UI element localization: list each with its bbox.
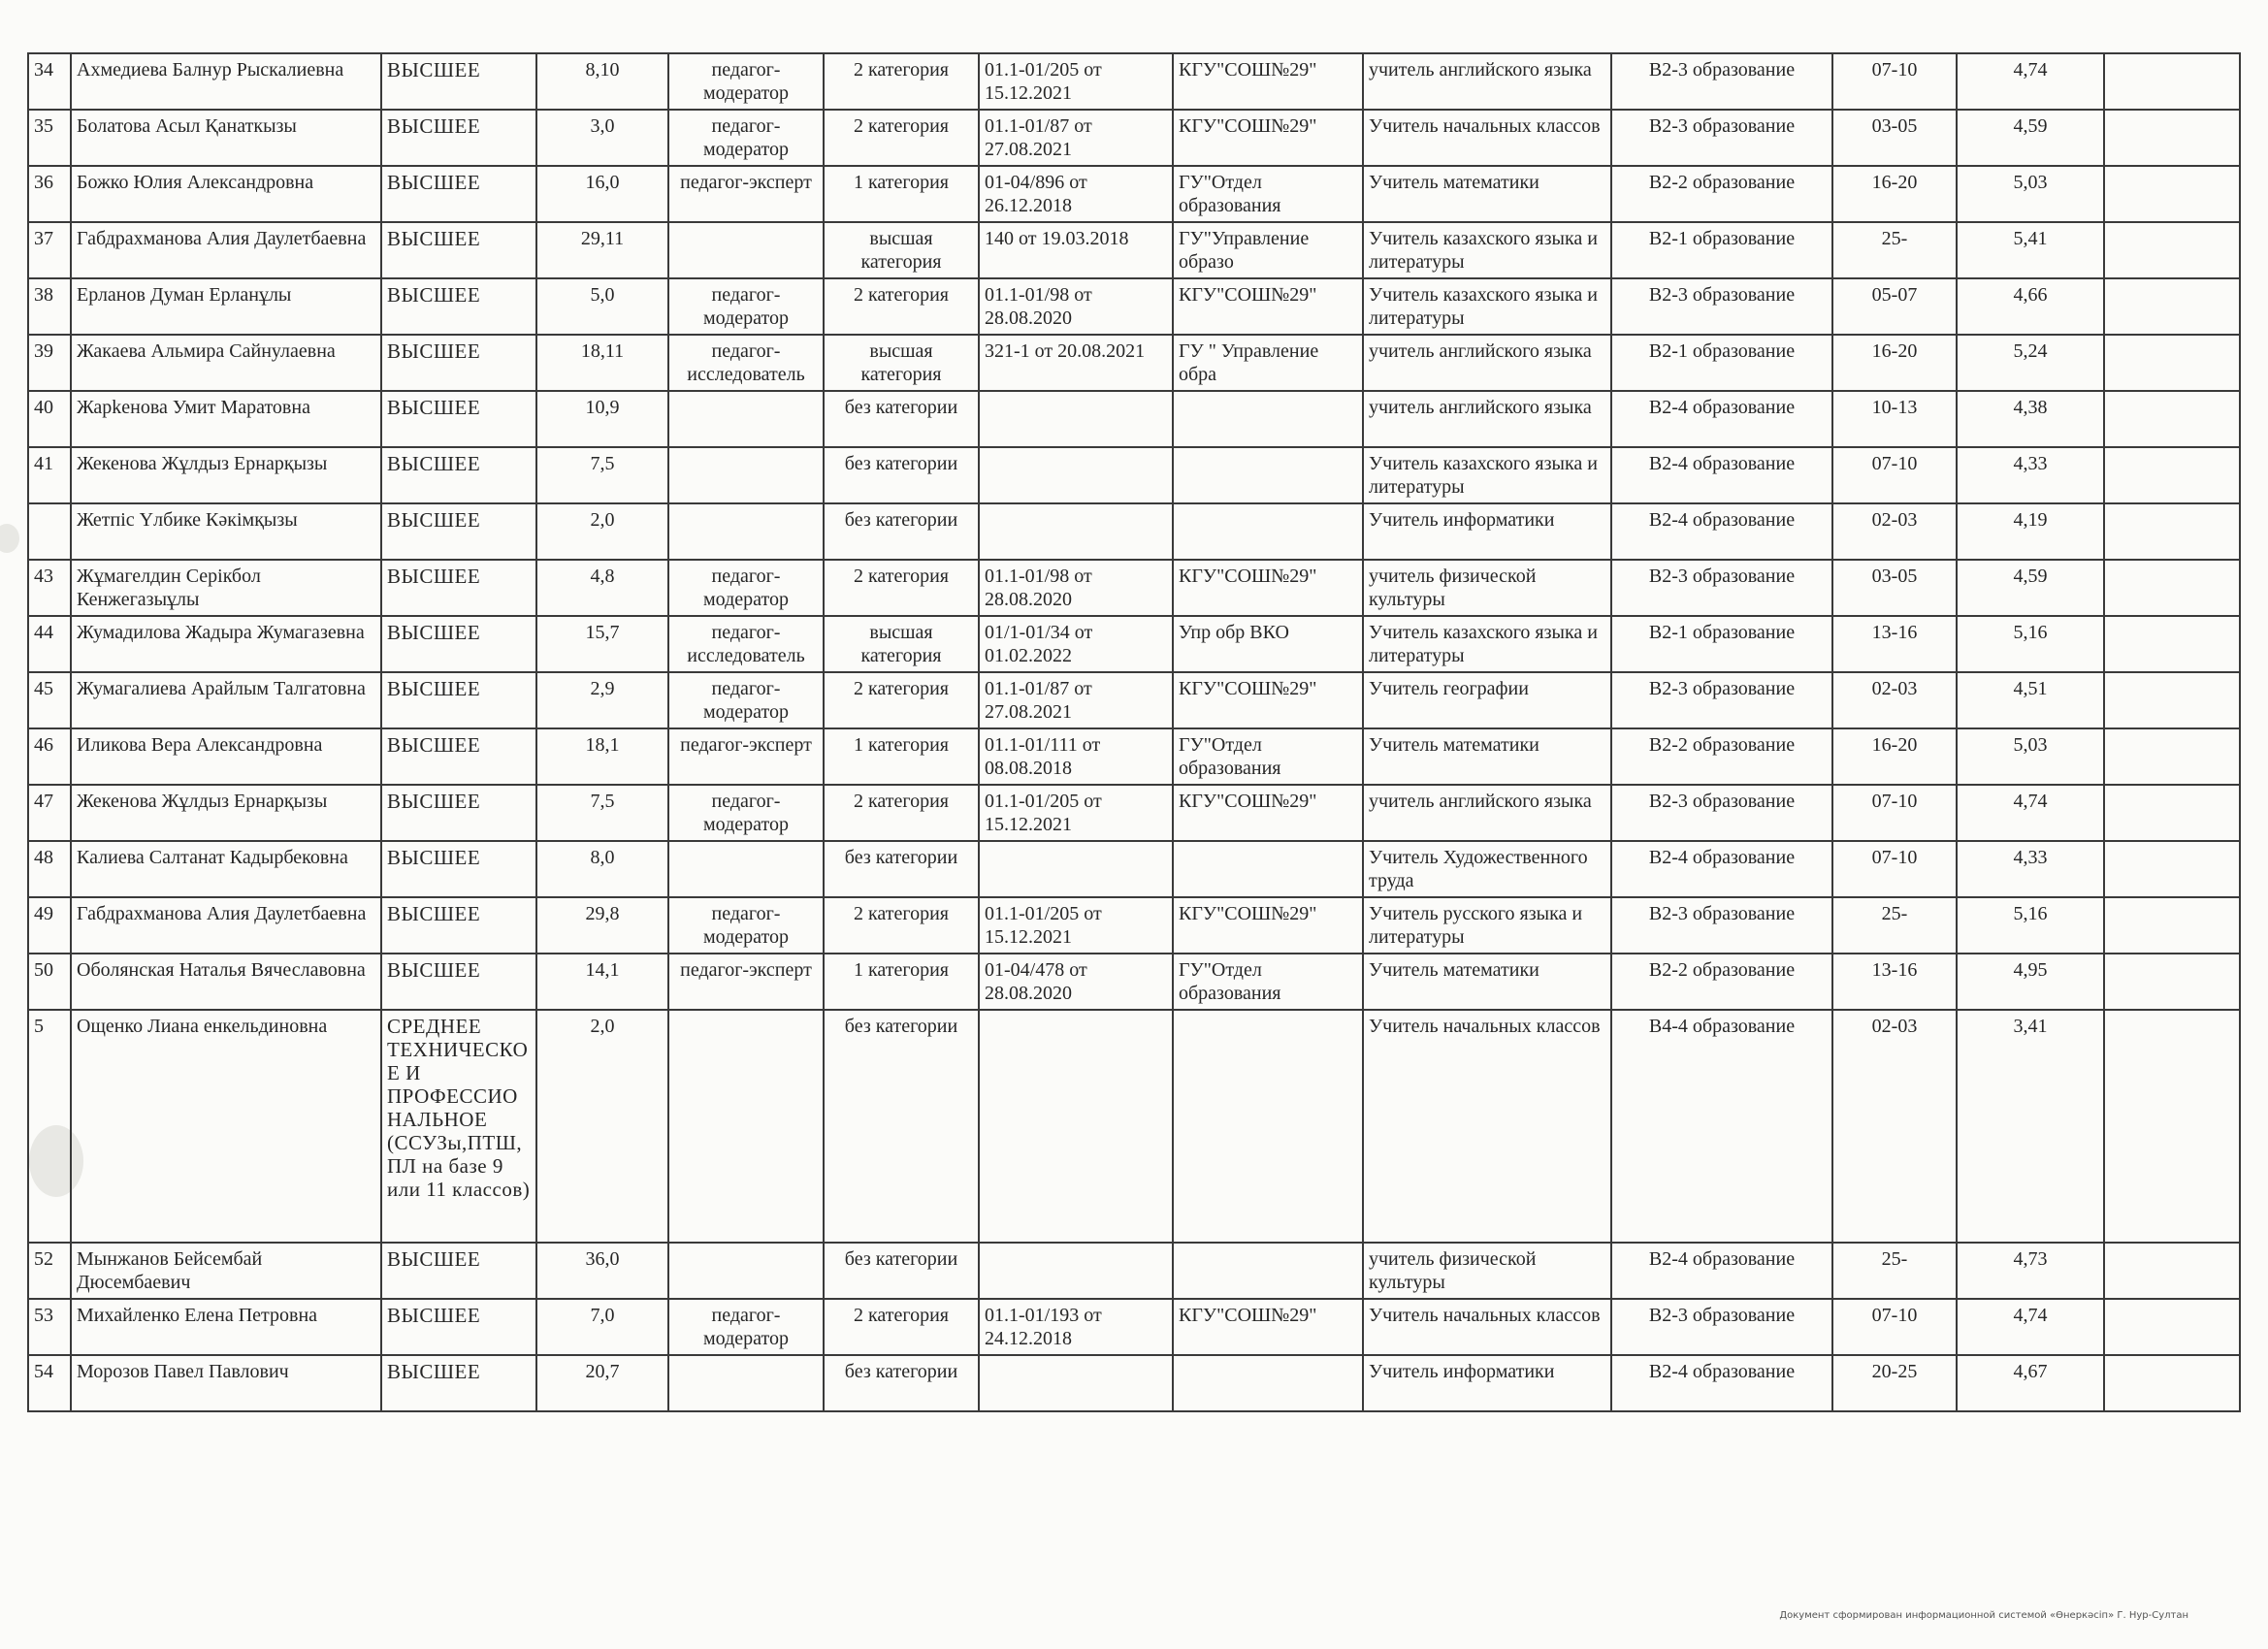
position: Учитель начальных классов bbox=[1363, 1010, 1611, 1243]
teacher-name: Мынжанов Бейсембай Дюсембаевич bbox=[71, 1243, 381, 1299]
issuing-organization: ГУ " Управление обра bbox=[1173, 335, 1363, 391]
work-experience: 8,0 bbox=[536, 841, 668, 897]
coefficient: 4,38 bbox=[1957, 391, 2104, 447]
order-reference bbox=[979, 1355, 1173, 1411]
work-experience: 7,5 bbox=[536, 785, 668, 841]
issuing-organization: ГУ"Отдел образования bbox=[1173, 954, 1363, 1010]
teacher-name: Габдрахманова Алия Даулетбаевна bbox=[71, 222, 381, 278]
education-level: ВЫСШЕЕ bbox=[381, 616, 536, 672]
education-level: ВЫСШЕЕ bbox=[381, 954, 536, 1010]
pedagog-level: педагог-модератор bbox=[668, 278, 824, 335]
work-experience: 7,0 bbox=[536, 1299, 668, 1355]
teacher-name: Жекенова Жұлдыз Ернарқызы bbox=[71, 447, 381, 503]
order-reference: 01-04/896 от 26.12.2018 bbox=[979, 166, 1173, 222]
salary-grade: В2-2 образование bbox=[1611, 166, 1832, 222]
experience-range: 02-03 bbox=[1832, 672, 1957, 728]
order-reference: 01.1-01/98 от 28.08.2020 bbox=[979, 278, 1173, 335]
table-row bbox=[28, 391, 2240, 447]
coefficient: 4,33 bbox=[1957, 447, 2104, 503]
qualification-category: без категории bbox=[824, 1243, 979, 1299]
table-row bbox=[28, 222, 2240, 278]
row-number: 52 bbox=[28, 1243, 71, 1299]
salary-grade: В2-4 образование bbox=[1611, 1243, 1832, 1299]
experience-range: 13-16 bbox=[1832, 616, 1957, 672]
order-reference bbox=[979, 447, 1173, 503]
experience-range: 25- bbox=[1832, 897, 1957, 954]
row-number: 38 bbox=[28, 278, 71, 335]
qualification-category: 2 категория bbox=[824, 278, 979, 335]
teacher-name: Ерланов Думан Ерланұлы bbox=[71, 278, 381, 335]
education-level: ВЫСШЕЕ bbox=[381, 785, 536, 841]
teacher-name: Морозов Павел Павлович bbox=[71, 1355, 381, 1411]
experience-range: 13-16 bbox=[1832, 954, 1957, 1010]
coefficient: 4,66 bbox=[1957, 278, 2104, 335]
pedagog-level: педагог-модератор bbox=[668, 53, 824, 110]
salary-grade: В2-3 образование bbox=[1611, 672, 1832, 728]
pedagog-level: педагог-исследователь bbox=[668, 335, 824, 391]
education-level: ВЫСШЕЕ bbox=[381, 672, 536, 728]
experience-range: 16-20 bbox=[1832, 166, 1957, 222]
table-row bbox=[28, 166, 2240, 222]
order-reference: 01-04/478 от 28.08.2020 bbox=[979, 954, 1173, 1010]
teacher-name: Жетпіс Үлбике Кәкімқызы bbox=[71, 503, 381, 560]
experience-range: 02-03 bbox=[1832, 503, 1957, 560]
experience-range: 16-20 bbox=[1832, 335, 1957, 391]
qualification-category: 1 категория bbox=[824, 166, 979, 222]
issuing-organization: ГУ"Управление образо bbox=[1173, 222, 1363, 278]
footer-note: Документ сформирован информационной системой «Өнеркәсіп» Г. Нур-Султан bbox=[1779, 1610, 2188, 1621]
pedagog-level: педагог-модератор bbox=[668, 110, 824, 166]
position: Учитель математики bbox=[1363, 166, 1611, 222]
teacher-name: Жарkенова Умит Маратовна bbox=[71, 391, 381, 447]
work-experience: 18,11 bbox=[536, 335, 668, 391]
teacher-name: Габдрахманова Алия Даулетбаевна bbox=[71, 897, 381, 954]
position: Учитель казахского языка и литературы bbox=[1363, 222, 1611, 278]
qualification-category: высшая категория bbox=[824, 222, 979, 278]
experience-range: 10-13 bbox=[1832, 391, 1957, 447]
salary-grade: В2-4 образование bbox=[1611, 391, 1832, 447]
empty-cell bbox=[2104, 1243, 2240, 1299]
teacher-name: Болатова Асыл Қанаткызы bbox=[71, 110, 381, 166]
salary-grade: В2-1 образование bbox=[1611, 222, 1832, 278]
education-level: ВЫСШЕЕ bbox=[381, 166, 536, 222]
position: Учитель математики bbox=[1363, 954, 1611, 1010]
work-experience: 36,0 bbox=[536, 1243, 668, 1299]
position: Учитель Художественного труда bbox=[1363, 841, 1611, 897]
order-reference bbox=[979, 1243, 1173, 1299]
issuing-organization: КГУ"СОШ№29" bbox=[1173, 785, 1363, 841]
empty-cell bbox=[2104, 785, 2240, 841]
teacher-name: Жакаева Альмира Сайнулаевна bbox=[71, 335, 381, 391]
position: учитель английского языка bbox=[1363, 785, 1611, 841]
row-number: 49 bbox=[28, 897, 71, 954]
table-row bbox=[28, 897, 2240, 954]
order-reference: 01.1-01/205 от 15.12.2021 bbox=[979, 785, 1173, 841]
order-reference bbox=[979, 1010, 1173, 1243]
position: учитель английского языка bbox=[1363, 391, 1611, 447]
teacher-name: Калиева Салтанат Кадырбековна bbox=[71, 841, 381, 897]
order-reference: 01.1-01/193 от 24.12.2018 bbox=[979, 1299, 1173, 1355]
education-level: ВЫСШЕЕ bbox=[381, 1355, 536, 1411]
experience-range: 07-10 bbox=[1832, 785, 1957, 841]
qualification-category: 2 категория bbox=[824, 1299, 979, 1355]
teacher-name: Божко Юлия Александровна bbox=[71, 166, 381, 222]
work-experience: 2,0 bbox=[536, 503, 668, 560]
table-row bbox=[28, 110, 2240, 166]
position: Учитель географии bbox=[1363, 672, 1611, 728]
position: Учитель казахского языка и литературы bbox=[1363, 447, 1611, 503]
coefficient: 4,33 bbox=[1957, 841, 2104, 897]
salary-grade: В2-3 образование bbox=[1611, 560, 1832, 616]
position: учитель физической культуры bbox=[1363, 560, 1611, 616]
coefficient: 5,03 bbox=[1957, 728, 2104, 785]
qualification-category: 2 категория bbox=[824, 560, 979, 616]
row-number: 36 bbox=[28, 166, 71, 222]
work-experience: 29,8 bbox=[536, 897, 668, 954]
experience-range: 02-03 bbox=[1832, 1010, 1957, 1243]
table-row bbox=[28, 954, 2240, 1010]
issuing-organization: КГУ"СОШ№29" bbox=[1173, 1299, 1363, 1355]
teacher-name: Жумагалиева Арайлым Талгатовна bbox=[71, 672, 381, 728]
row-number: 5 bbox=[28, 1010, 71, 1243]
work-experience: 7,5 bbox=[536, 447, 668, 503]
salary-grade: В2-2 образование bbox=[1611, 954, 1832, 1010]
salary-grade: В2-3 образование bbox=[1611, 278, 1832, 335]
row-number: 44 bbox=[28, 616, 71, 672]
experience-range: 05-07 bbox=[1832, 278, 1957, 335]
qualification-category: без категории bbox=[824, 503, 979, 560]
table-body bbox=[28, 53, 2240, 1411]
position: учитель английского языка bbox=[1363, 335, 1611, 391]
work-experience: 18,1 bbox=[536, 728, 668, 785]
education-level: ВЫСШЕЕ bbox=[381, 841, 536, 897]
table-row bbox=[28, 841, 2240, 897]
experience-range: 25- bbox=[1832, 1243, 1957, 1299]
pedagog-level bbox=[668, 1010, 824, 1243]
order-reference: 01.1-01/111 от 08.08.2018 bbox=[979, 728, 1173, 785]
position: Учитель казахского языка и литературы bbox=[1363, 278, 1611, 335]
education-level: ВЫСШЕЕ bbox=[381, 278, 536, 335]
row-number: 46 bbox=[28, 728, 71, 785]
empty-cell bbox=[2104, 728, 2240, 785]
coefficient: 5,24 bbox=[1957, 335, 2104, 391]
issuing-organization bbox=[1173, 447, 1363, 503]
teacher-name: Ахмедиева Балнур Рыскалиевна bbox=[71, 53, 381, 110]
pedagog-level bbox=[668, 391, 824, 447]
order-reference: 01.1-01/205 от 15.12.2021 bbox=[979, 897, 1173, 954]
position: Учитель начальных классов bbox=[1363, 1299, 1611, 1355]
coefficient: 4,19 bbox=[1957, 503, 2104, 560]
education-level: ВЫСШЕЕ bbox=[381, 53, 536, 110]
pedagog-level: педагог-модератор bbox=[668, 560, 824, 616]
qualification-category: 2 категория bbox=[824, 897, 979, 954]
experience-range: 16-20 bbox=[1832, 728, 1957, 785]
table-row bbox=[28, 1299, 2240, 1355]
qualification-category: 2 категория bbox=[824, 110, 979, 166]
education-level: ВЫСШЕЕ bbox=[381, 1299, 536, 1355]
issuing-organization bbox=[1173, 1355, 1363, 1411]
education-level: ВЫСШЕЕ bbox=[381, 897, 536, 954]
row-number: 53 bbox=[28, 1299, 71, 1355]
table-row bbox=[28, 1010, 2240, 1243]
qualification-category: 2 категория bbox=[824, 672, 979, 728]
experience-range: 25- bbox=[1832, 222, 1957, 278]
issuing-organization: КГУ"СОШ№29" bbox=[1173, 278, 1363, 335]
position: учитель английского языка bbox=[1363, 53, 1611, 110]
order-reference bbox=[979, 841, 1173, 897]
coefficient: 4,95 bbox=[1957, 954, 2104, 1010]
empty-cell bbox=[2104, 672, 2240, 728]
order-reference: 01.1-01/98 от 28.08.2020 bbox=[979, 560, 1173, 616]
work-experience: 10,9 bbox=[536, 391, 668, 447]
row-number: 41 bbox=[28, 447, 71, 503]
empty-cell bbox=[2104, 447, 2240, 503]
pedagog-level bbox=[668, 841, 824, 897]
issuing-organization: КГУ"СОШ№29" bbox=[1173, 560, 1363, 616]
table-row bbox=[28, 728, 2240, 785]
issuing-organization: ГУ"Отдел образования bbox=[1173, 728, 1363, 785]
salary-grade: В2-3 образование bbox=[1611, 1299, 1832, 1355]
experience-range: 07-10 bbox=[1832, 53, 1957, 110]
coefficient: 3,41 bbox=[1957, 1010, 2104, 1243]
pedagog-level bbox=[668, 503, 824, 560]
issuing-organization bbox=[1173, 841, 1363, 897]
empty-cell bbox=[2104, 222, 2240, 278]
coefficient: 4,74 bbox=[1957, 785, 2104, 841]
education-level: ВЫСШЕЕ bbox=[381, 1243, 536, 1299]
salary-grade: В2-1 образование bbox=[1611, 335, 1832, 391]
coefficient: 5,03 bbox=[1957, 166, 2104, 222]
pedagog-level: педагог-эксперт bbox=[668, 728, 824, 785]
table-row bbox=[28, 1355, 2240, 1411]
row-number: 43 bbox=[28, 560, 71, 616]
salary-grade: В2-1 образование bbox=[1611, 616, 1832, 672]
issuing-organization bbox=[1173, 1010, 1363, 1243]
row-number: 48 bbox=[28, 841, 71, 897]
qualification-category: без категории bbox=[824, 1355, 979, 1411]
qualification-category: 2 категория bbox=[824, 53, 979, 110]
teachers-table bbox=[27, 52, 2241, 1412]
work-experience: 14,1 bbox=[536, 954, 668, 1010]
education-level: ВЫСШЕЕ bbox=[381, 503, 536, 560]
coefficient: 5,41 bbox=[1957, 222, 2104, 278]
salary-grade: В2-3 образование bbox=[1611, 53, 1832, 110]
position: Учитель русского языка и литературы bbox=[1363, 897, 1611, 954]
table-row bbox=[28, 1243, 2240, 1299]
teacher-name: Ощенко Лиана енкельдиновна bbox=[71, 1010, 381, 1243]
issuing-organization: КГУ"СОШ№29" bbox=[1173, 672, 1363, 728]
qualification-category: 1 категория bbox=[824, 954, 979, 1010]
order-reference: 140 от 19.03.2018 bbox=[979, 222, 1173, 278]
empty-cell bbox=[2104, 954, 2240, 1010]
coefficient: 4,74 bbox=[1957, 53, 2104, 110]
pedagog-level bbox=[668, 447, 824, 503]
work-experience: 8,10 bbox=[536, 53, 668, 110]
issuing-organization bbox=[1173, 503, 1363, 560]
position: Учитель информатики bbox=[1363, 503, 1611, 560]
scan-smudge bbox=[0, 524, 19, 553]
salary-grade: В2-2 образование bbox=[1611, 728, 1832, 785]
order-reference: 01/1-01/34 от 01.02.2022 bbox=[979, 616, 1173, 672]
order-reference: 01.1-01/87 от 27.08.2021 bbox=[979, 110, 1173, 166]
pedagog-level: педагог-исследователь bbox=[668, 616, 824, 672]
work-experience: 2,0 bbox=[536, 1010, 668, 1243]
pedagog-level: педагог-модератор bbox=[668, 1299, 824, 1355]
coefficient: 4,67 bbox=[1957, 1355, 2104, 1411]
education-level: ВЫСШЕЕ bbox=[381, 335, 536, 391]
issuing-organization: КГУ"СОШ№29" bbox=[1173, 897, 1363, 954]
experience-range: 20-25 bbox=[1832, 1355, 1957, 1411]
coefficient: 4,51 bbox=[1957, 672, 2104, 728]
education-level: ВЫСШЕЕ bbox=[381, 391, 536, 447]
work-experience: 16,0 bbox=[536, 166, 668, 222]
work-experience: 2,9 bbox=[536, 672, 668, 728]
row-number: 50 bbox=[28, 954, 71, 1010]
empty-cell bbox=[2104, 841, 2240, 897]
experience-range: 07-10 bbox=[1832, 1299, 1957, 1355]
work-experience: 15,7 bbox=[536, 616, 668, 672]
salary-grade: В2-3 образование bbox=[1611, 785, 1832, 841]
experience-range: 03-05 bbox=[1832, 560, 1957, 616]
row-number bbox=[28, 503, 71, 560]
empty-cell bbox=[2104, 1299, 2240, 1355]
pedagog-level bbox=[668, 1355, 824, 1411]
table-row bbox=[28, 447, 2240, 503]
position: Учитель казахского языка и литературы bbox=[1363, 616, 1611, 672]
education-level: ВЫСШЕЕ bbox=[381, 560, 536, 616]
order-reference: 01.1-01/87 от 27.08.2021 bbox=[979, 672, 1173, 728]
empty-cell bbox=[2104, 391, 2240, 447]
pedagog-level: педагог-модератор bbox=[668, 897, 824, 954]
coefficient: 5,16 bbox=[1957, 897, 2104, 954]
table-row bbox=[28, 335, 2240, 391]
table-row bbox=[28, 278, 2240, 335]
table-row bbox=[28, 53, 2240, 110]
qualification-category: без категории bbox=[824, 841, 979, 897]
salary-grade: В2-4 образование bbox=[1611, 447, 1832, 503]
order-reference bbox=[979, 503, 1173, 560]
row-number: 40 bbox=[28, 391, 71, 447]
table-row bbox=[28, 503, 2240, 560]
issuing-organization bbox=[1173, 391, 1363, 447]
row-number: 35 bbox=[28, 110, 71, 166]
work-experience: 5,0 bbox=[536, 278, 668, 335]
table-row bbox=[28, 785, 2240, 841]
empty-cell bbox=[2104, 560, 2240, 616]
work-experience: 29,11 bbox=[536, 222, 668, 278]
qualification-category: высшая категория bbox=[824, 335, 979, 391]
experience-range: 07-10 bbox=[1832, 447, 1957, 503]
salary-grade: В4-4 образование bbox=[1611, 1010, 1832, 1243]
salary-grade: В2-4 образование bbox=[1611, 503, 1832, 560]
row-number: 37 bbox=[28, 222, 71, 278]
teacher-name: Иликова Вера Александровна bbox=[71, 728, 381, 785]
row-number: 34 bbox=[28, 53, 71, 110]
experience-range: 07-10 bbox=[1832, 841, 1957, 897]
work-experience: 3,0 bbox=[536, 110, 668, 166]
pedagog-level: педагог-модератор bbox=[668, 785, 824, 841]
position: Учитель начальных классов bbox=[1363, 110, 1611, 166]
order-reference bbox=[979, 391, 1173, 447]
row-number: 47 bbox=[28, 785, 71, 841]
salary-grade: В2-4 образование bbox=[1611, 841, 1832, 897]
qualification-category: без категории bbox=[824, 447, 979, 503]
position: учитель физической культуры bbox=[1363, 1243, 1611, 1299]
qualification-category: без категории bbox=[824, 1010, 979, 1243]
empty-cell bbox=[2104, 278, 2240, 335]
coefficient: 4,59 bbox=[1957, 560, 2104, 616]
table-row bbox=[28, 672, 2240, 728]
education-level: СРЕДНЕЕ ТЕХНИЧЕСКОЕ И ПРОФЕССИОНАЛЬНОЕ (ССУЗы,ПТШ, ПЛ на базе 9 или 11 классов) bbox=[381, 1010, 536, 1243]
pedagog-level: педагог-эксперт bbox=[668, 954, 824, 1010]
empty-cell bbox=[2104, 503, 2240, 560]
qualification-category: 1 категория bbox=[824, 728, 979, 785]
pedagog-level: педагог-модератор bbox=[668, 672, 824, 728]
pedagog-level: педагог-эксперт bbox=[668, 166, 824, 222]
coefficient: 5,16 bbox=[1957, 616, 2104, 672]
issuing-organization bbox=[1173, 1243, 1363, 1299]
order-reference: 321-1 от 20.08.2021 bbox=[979, 335, 1173, 391]
empty-cell bbox=[2104, 897, 2240, 954]
position: Учитель информатики bbox=[1363, 1355, 1611, 1411]
teacher-name: Михайленко Елена Петровна bbox=[71, 1299, 381, 1355]
row-number: 54 bbox=[28, 1355, 71, 1411]
pedagog-level bbox=[668, 222, 824, 278]
empty-cell bbox=[2104, 1355, 2240, 1411]
row-number: 45 bbox=[28, 672, 71, 728]
table-row bbox=[28, 616, 2240, 672]
position: Учитель математики bbox=[1363, 728, 1611, 785]
empty-cell bbox=[2104, 335, 2240, 391]
issuing-organization: ГУ"Отдел образования bbox=[1173, 166, 1363, 222]
issuing-organization: КГУ"СОШ№29" bbox=[1173, 110, 1363, 166]
salary-grade: В2-3 образование bbox=[1611, 110, 1832, 166]
qualification-category: без категории bbox=[824, 391, 979, 447]
empty-cell bbox=[2104, 616, 2240, 672]
empty-cell bbox=[2104, 166, 2240, 222]
coefficient: 4,73 bbox=[1957, 1243, 2104, 1299]
work-experience: 20,7 bbox=[536, 1355, 668, 1411]
qualification-category: высшая категория bbox=[824, 616, 979, 672]
salary-grade: В2-3 образование bbox=[1611, 897, 1832, 954]
teacher-name: Жұмагелдин Серікбол Кенжегазыұлы bbox=[71, 560, 381, 616]
education-level: ВЫСШЕЕ bbox=[381, 222, 536, 278]
pedagog-level bbox=[668, 1243, 824, 1299]
education-level: ВЫСШЕЕ bbox=[381, 728, 536, 785]
issuing-organization: Упр обр ВКО bbox=[1173, 616, 1363, 672]
row-number: 39 bbox=[28, 335, 71, 391]
salary-grade: В2-4 образование bbox=[1611, 1355, 1832, 1411]
qualification-category: 2 категория bbox=[824, 785, 979, 841]
teacher-name: Жекенова Жұлдыз Ернарқызы bbox=[71, 785, 381, 841]
coefficient: 4,59 bbox=[1957, 110, 2104, 166]
issuing-organization: КГУ"СОШ№29" bbox=[1173, 53, 1363, 110]
table-row bbox=[28, 560, 2240, 616]
empty-cell bbox=[2104, 53, 2240, 110]
order-reference: 01.1-01/205 от 15.12.2021 bbox=[979, 53, 1173, 110]
experience-range: 03-05 bbox=[1832, 110, 1957, 166]
teacher-name: Жумадилова Жадыра Жумагазевна bbox=[71, 616, 381, 672]
education-level: ВЫСШЕЕ bbox=[381, 447, 536, 503]
empty-cell bbox=[2104, 110, 2240, 166]
work-experience: 4,8 bbox=[536, 560, 668, 616]
education-level: ВЫСШЕЕ bbox=[381, 110, 536, 166]
coefficient: 4,74 bbox=[1957, 1299, 2104, 1355]
empty-cell bbox=[2104, 1010, 2240, 1243]
teacher-name: Оболянская Наталья Вячеславовна bbox=[71, 954, 381, 1010]
